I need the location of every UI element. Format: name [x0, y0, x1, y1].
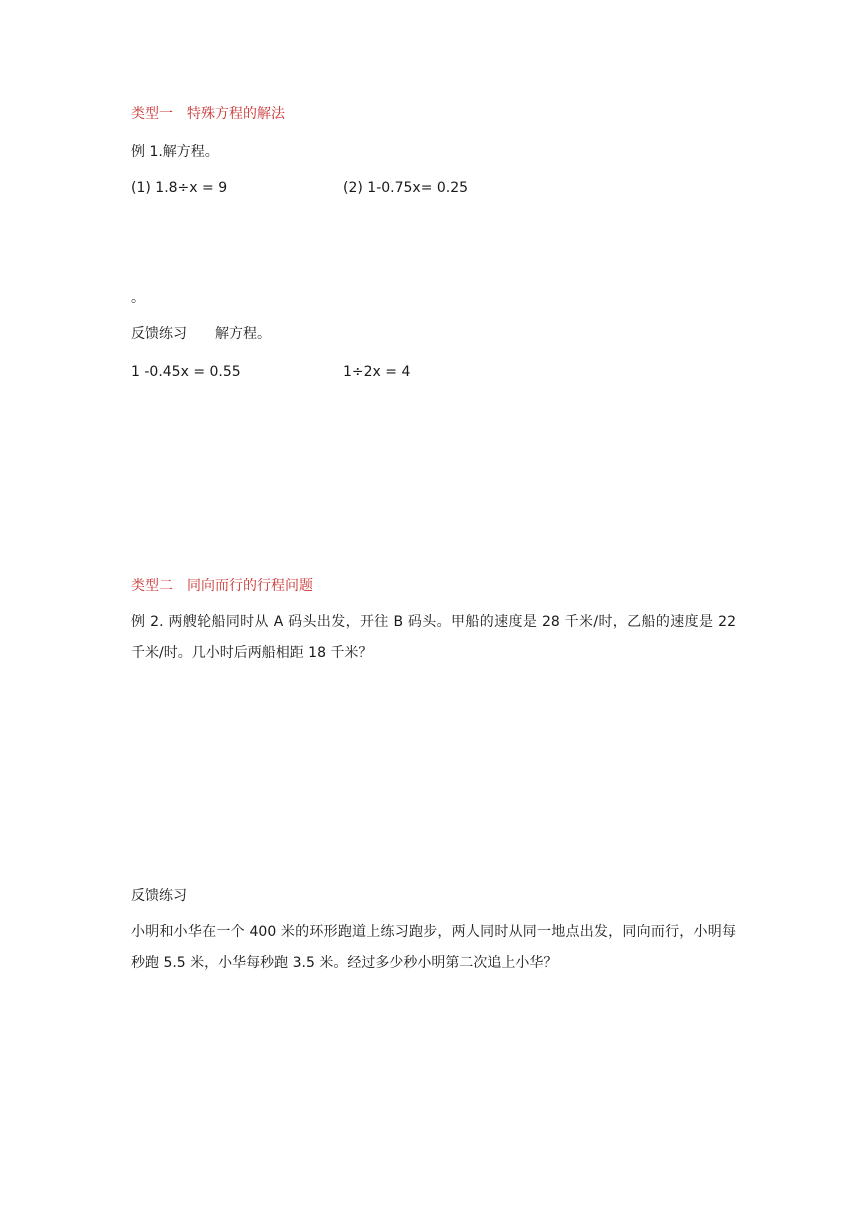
example-1-intro: 例 1.解方程。 [131, 144, 219, 160]
practice-1-title: 反馈练习 解方程。 [131, 326, 271, 342]
section-2-heading: 类型二 同向而行的行程问题 [131, 578, 313, 594]
practice-2-title: 反馈练习 [131, 888, 187, 904]
equation-1: (1) 1.8÷x = 9 [131, 180, 228, 196]
section-1-heading: 类型一 特殊方程的解法 [131, 106, 285, 122]
practice-equation-2: 1÷2x = 4 [343, 364, 411, 380]
practice-2-text: 小明和小华在一个 400 米的环形跑道上练习跑步，两人同时从同一地点出发，同向而行，小明每秒跑 5.5 米，小华每秒跑 3.5 米。经过多少秒小明第二次追上小华？ [131, 924, 736, 971]
stray-period: 。 [131, 290, 145, 306]
equation-2: (2) 1-0.75x= 0.25 [343, 180, 469, 196]
practice-equation-1: 1 -0.45x = 0.55 [131, 364, 241, 380]
example-2-text: 例 2. 两艘轮船同时从 A 码头出发，开往 B 码头。甲船的速度是 28 千米/时，乙船的速度是 22 千米/时。几小时后两船相距 18 千米？ [131, 614, 736, 661]
